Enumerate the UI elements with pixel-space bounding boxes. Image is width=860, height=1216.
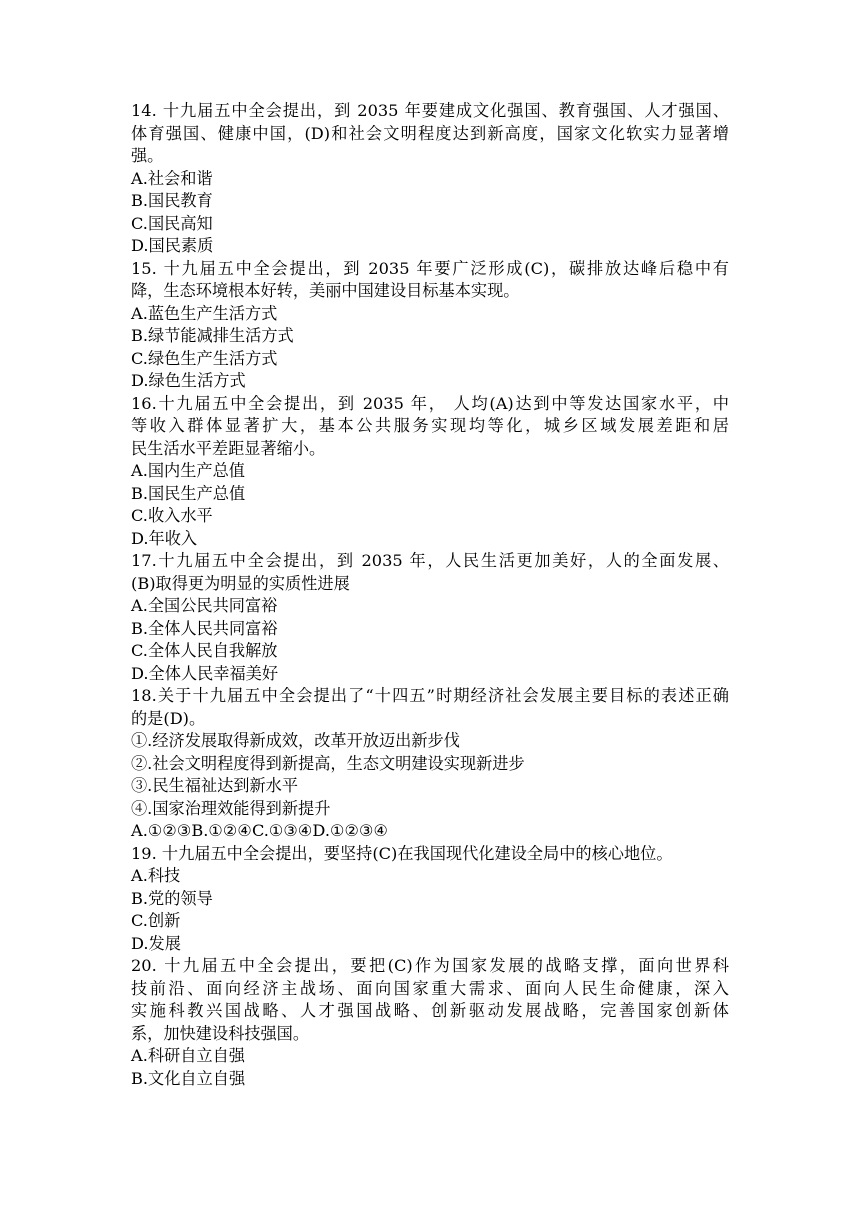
- option-line: D.全体人民幸福美好: [131, 663, 279, 683]
- text-line: 14. 十九届五中全会提出，到 2035 年要建成文化强国、教育强国、人才强国、: [131, 101, 729, 120]
- text-line: 15. 十九届五中全会提出，到 2035 年要广泛形成(C)，碳排放达峰后稳中有: [131, 258, 729, 278]
- option-line: A.科技: [131, 866, 181, 885]
- statement-line: ④.国家治理效能得到新提升: [131, 798, 331, 818]
- text-line: 系，加快建设科技强国。: [131, 1023, 310, 1043]
- option-line: B.文化自立自强: [131, 1068, 246, 1088]
- option-line: B.绿节能减排生活方式: [131, 326, 294, 345]
- option-line: B.国民生产总值: [131, 483, 246, 503]
- text-line: 20. 十九届五中全会提出，要把(C)作为国家发展的战略支撑，面向世界科: [131, 956, 729, 975]
- statement-line: ①.经济发展取得新成效，改革开放迈出新步伐: [131, 731, 460, 750]
- option-line: B.党的领导: [131, 888, 213, 908]
- option-line: A.国内生产总值: [131, 461, 245, 480]
- option-line: D.年收入: [131, 528, 198, 548]
- option-line: A.①②③B.①②④C.①③④D.①②③④: [131, 821, 389, 840]
- option-line: B.国民教育: [131, 191, 213, 210]
- document-page: [131, 100, 729, 1090]
- option-line: A.蓝色生产生活方式: [131, 303, 278, 323]
- text-line: 的是(D)。: [131, 708, 206, 728]
- text-line: (B)取得更为明显的实质性进展: [131, 573, 350, 593]
- option-line: C.收入水平: [131, 506, 213, 525]
- text-line: 实施科教兴国战略、人才强国战略、创新驱动发展战略，完善国家创新体: [131, 1001, 729, 1020]
- statement-line: ②.社会文明程度得到新提高，生态文明建设实现新进步: [131, 753, 525, 773]
- option-line: A.科研自立自强: [131, 1046, 245, 1065]
- statement-line: ③.民生福祉达到新水平: [131, 776, 299, 795]
- text-line: 等收入群体显著扩大，基本公共服务实现均等化，城乡区域发展差距和居: [131, 416, 729, 435]
- option-line: D.国民素质: [131, 236, 214, 255]
- text-line: 19. 十九届五中全会提出，要坚持(C)在我国现代化建设全局中的核心地位。: [131, 843, 673, 863]
- text-line: 17.十九届五中全会提出，到 2035 年，人民生活更加美好，人的全面发展、: [131, 551, 729, 570]
- option-line: A.社会和谐: [131, 168, 213, 188]
- option-line: C.国民高知: [131, 213, 213, 233]
- text-line: 民生活水平差距显著缩小。: [131, 438, 326, 458]
- option-line: D.绿色生活方式: [131, 371, 246, 390]
- text-line: 强。: [131, 146, 164, 165]
- text-line: 体育强国、健康中国，(D)和社会文明程度达到新高度，国家文化软实力显著增: [131, 123, 729, 143]
- text-line: 技前沿、面向经济主战场、面向国家重大需求、面向人民生命健康，深入: [131, 978, 729, 998]
- option-line: A.全国公民共同富裕: [131, 596, 278, 615]
- option-line: D.发展: [131, 933, 181, 953]
- text-line: 16.十九届五中全会提出，到 2035 年， 人均(A)达到中等发达国家水平，中: [131, 393, 729, 413]
- text-line: 降，生态环境根本好转，美丽中国建设目标基本实现。: [131, 281, 520, 300]
- option-line: C.绿色生产生活方式: [131, 348, 278, 368]
- option-line: C.全体人民自我解放: [131, 641, 278, 660]
- text-line: 18.关于十九届五中全会提出了“十四五”时期经济社会发展主要目标的表述正确: [131, 686, 729, 705]
- option-line: C.创新: [131, 911, 181, 930]
- option-line: B.全体人民共同富裕: [131, 618, 278, 638]
